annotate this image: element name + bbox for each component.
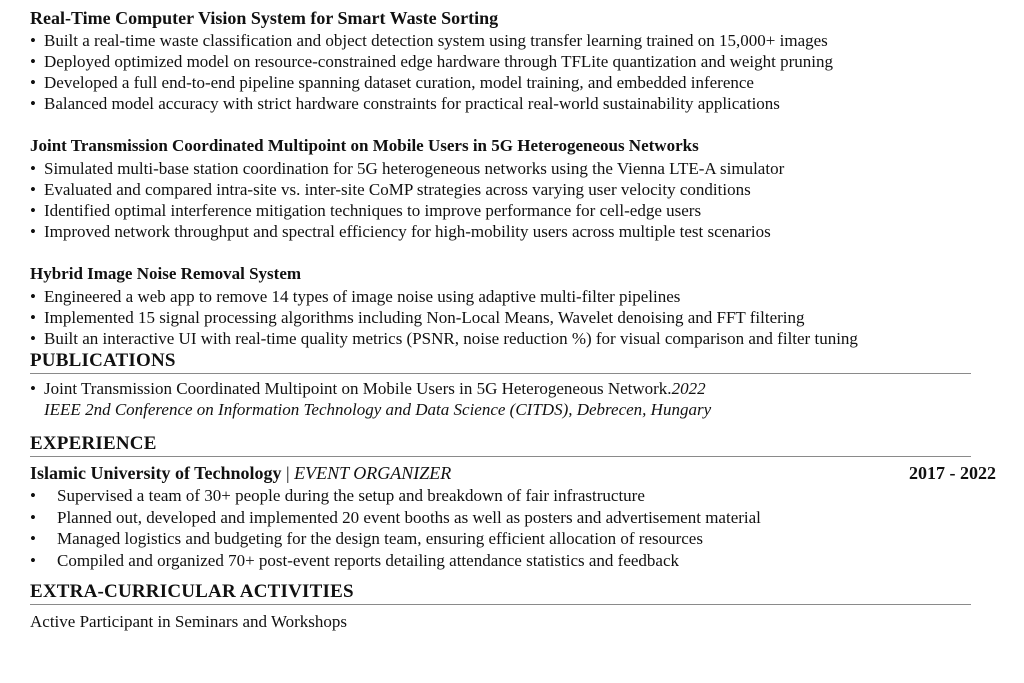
publication-venue: IEEE 2nd Conference on Information Technology and Data Science (CITDS), Debrecen, Hungary — [44, 400, 712, 419]
experience-org: Islamic University of Technology — [30, 463, 282, 483]
section-heading-extracurricular: EXTRA-CURRICULAR ACTIVITIES — [30, 581, 354, 602]
bullet-icon: • — [30, 31, 36, 50]
list-item: • Developed a full end-to-end pipeline spanning dataset curation, model training, and embedded inference — [30, 73, 754, 92]
publication-year: 2022 — [671, 379, 706, 398]
experience-role: EVENT ORGANIZER — [294, 463, 452, 483]
bullet-icon: • — [30, 550, 36, 570]
publications-section — [30, 349, 996, 420]
project-title: Real-Time Computer Vision System for Smart Waste Sorting — [30, 8, 499, 28]
section-heading-experience: EXPERIENCE — [30, 433, 157, 454]
spacer — [30, 571, 996, 580]
bullet-icon: • — [30, 486, 36, 505]
experience-dates: 2017 - 2022 — [909, 463, 996, 483]
list-item: • Engineered a web app to remove 14 types of image noise using adaptive multi-filter pipelines — [30, 287, 681, 306]
section-divider — [30, 604, 971, 605]
experience-section — [30, 432, 996, 571]
list-item: • Managed logistics and budgeting for the design team, ensuring efficient allocation of resources — [30, 529, 703, 548]
project-smart-waste — [30, 6, 996, 114]
list-item: • Compiled and organized 70+ post-event reports detailing attendance statistics and feedback — [30, 550, 680, 570]
list-item: • Identified optimal interference mitigation techniques to improve performance for cell-edge users — [30, 201, 702, 220]
project-comp-5g — [30, 134, 996, 242]
project-bullets — [30, 286, 996, 349]
bullet-icon: • — [30, 73, 36, 92]
publication-title: Joint Transmission Coordinated Multipoint on Mobile Users in 5G Heterogeneous Network. — [44, 379, 672, 398]
project-title: Joint Transmission Coordinated Multipoint on Mobile Users in 5G Heterogeneous Networks — [30, 136, 699, 155]
list-item: • Built an interactive UI with real-time quality metrics (PSNR, noise reduction %) for visual comparison and filter tuning — [30, 329, 858, 348]
extracurricular-section — [30, 580, 996, 632]
list-item: • Deployed optimized model on resource-constrained edge hardware through TFLite quantization and weight pruning — [30, 52, 834, 71]
bullet-icon: • — [30, 308, 36, 327]
list-item: • Built a real-time waste classification and object detection system using transfer learning trained on 15,000+ images — [30, 31, 828, 50]
project-bullets — [30, 158, 996, 242]
spacer — [30, 114, 996, 134]
bullet-icon: • — [30, 529, 36, 548]
list-item: • Planned out, developed and implemented 20 event booths as well as posters and advertisement material — [30, 507, 761, 527]
section-divider — [30, 373, 971, 374]
bullet-icon: • — [30, 507, 36, 527]
section-heading-publications: PUBLICATIONS — [30, 350, 176, 371]
bullet-icon: • — [30, 329, 36, 348]
experience-header — [30, 461, 996, 485]
extracurricular-item: Active Participant in Seminars and Workshops — [30, 612, 348, 631]
bullet-icon: • — [30, 379, 36, 398]
bullet-icon: • — [30, 201, 36, 220]
bullet-icon: • — [30, 222, 36, 241]
experience-separator: | — [281, 463, 295, 483]
list-item: • Simulated multi-base station coordination for 5G heterogeneous networks using the Vienna LTE-A simulator — [30, 159, 785, 178]
project-bullets — [30, 30, 996, 114]
bullet-icon: • — [30, 180, 36, 199]
project-title: Hybrid Image Noise Removal System — [30, 264, 302, 283]
bullet-icon: • — [30, 94, 36, 113]
list-item: • Supervised a team of 30+ people during the setup and breakdown of fair infrastructure — [30, 486, 645, 505]
publication-item — [30, 378, 996, 420]
experience-bullets — [30, 485, 996, 571]
bullet-icon: • — [30, 287, 36, 306]
list-item: • Evaluated and compared intra-site vs. inter-site CoMP strategies across varying user velocity conditions — [30, 180, 751, 199]
bullet-icon: • — [30, 52, 36, 71]
bullet-icon: • — [30, 159, 36, 178]
list-item: • Implemented 15 signal processing algorithms including Non-Local Means, Wavelet denoising and FFT filtering — [30, 308, 805, 327]
section-divider — [30, 456, 971, 457]
list-item: • Balanced model accuracy with strict hardware constraints for practical real-world sustainability applications — [30, 94, 780, 113]
resume-page — [30, 6, 996, 632]
list-item: • Improved network throughput and spectral efficiency for high-mobility users across multiple test scenarios — [30, 222, 771, 241]
project-noise-removal — [30, 262, 996, 349]
spacer — [30, 420, 996, 432]
spacer — [30, 242, 996, 262]
